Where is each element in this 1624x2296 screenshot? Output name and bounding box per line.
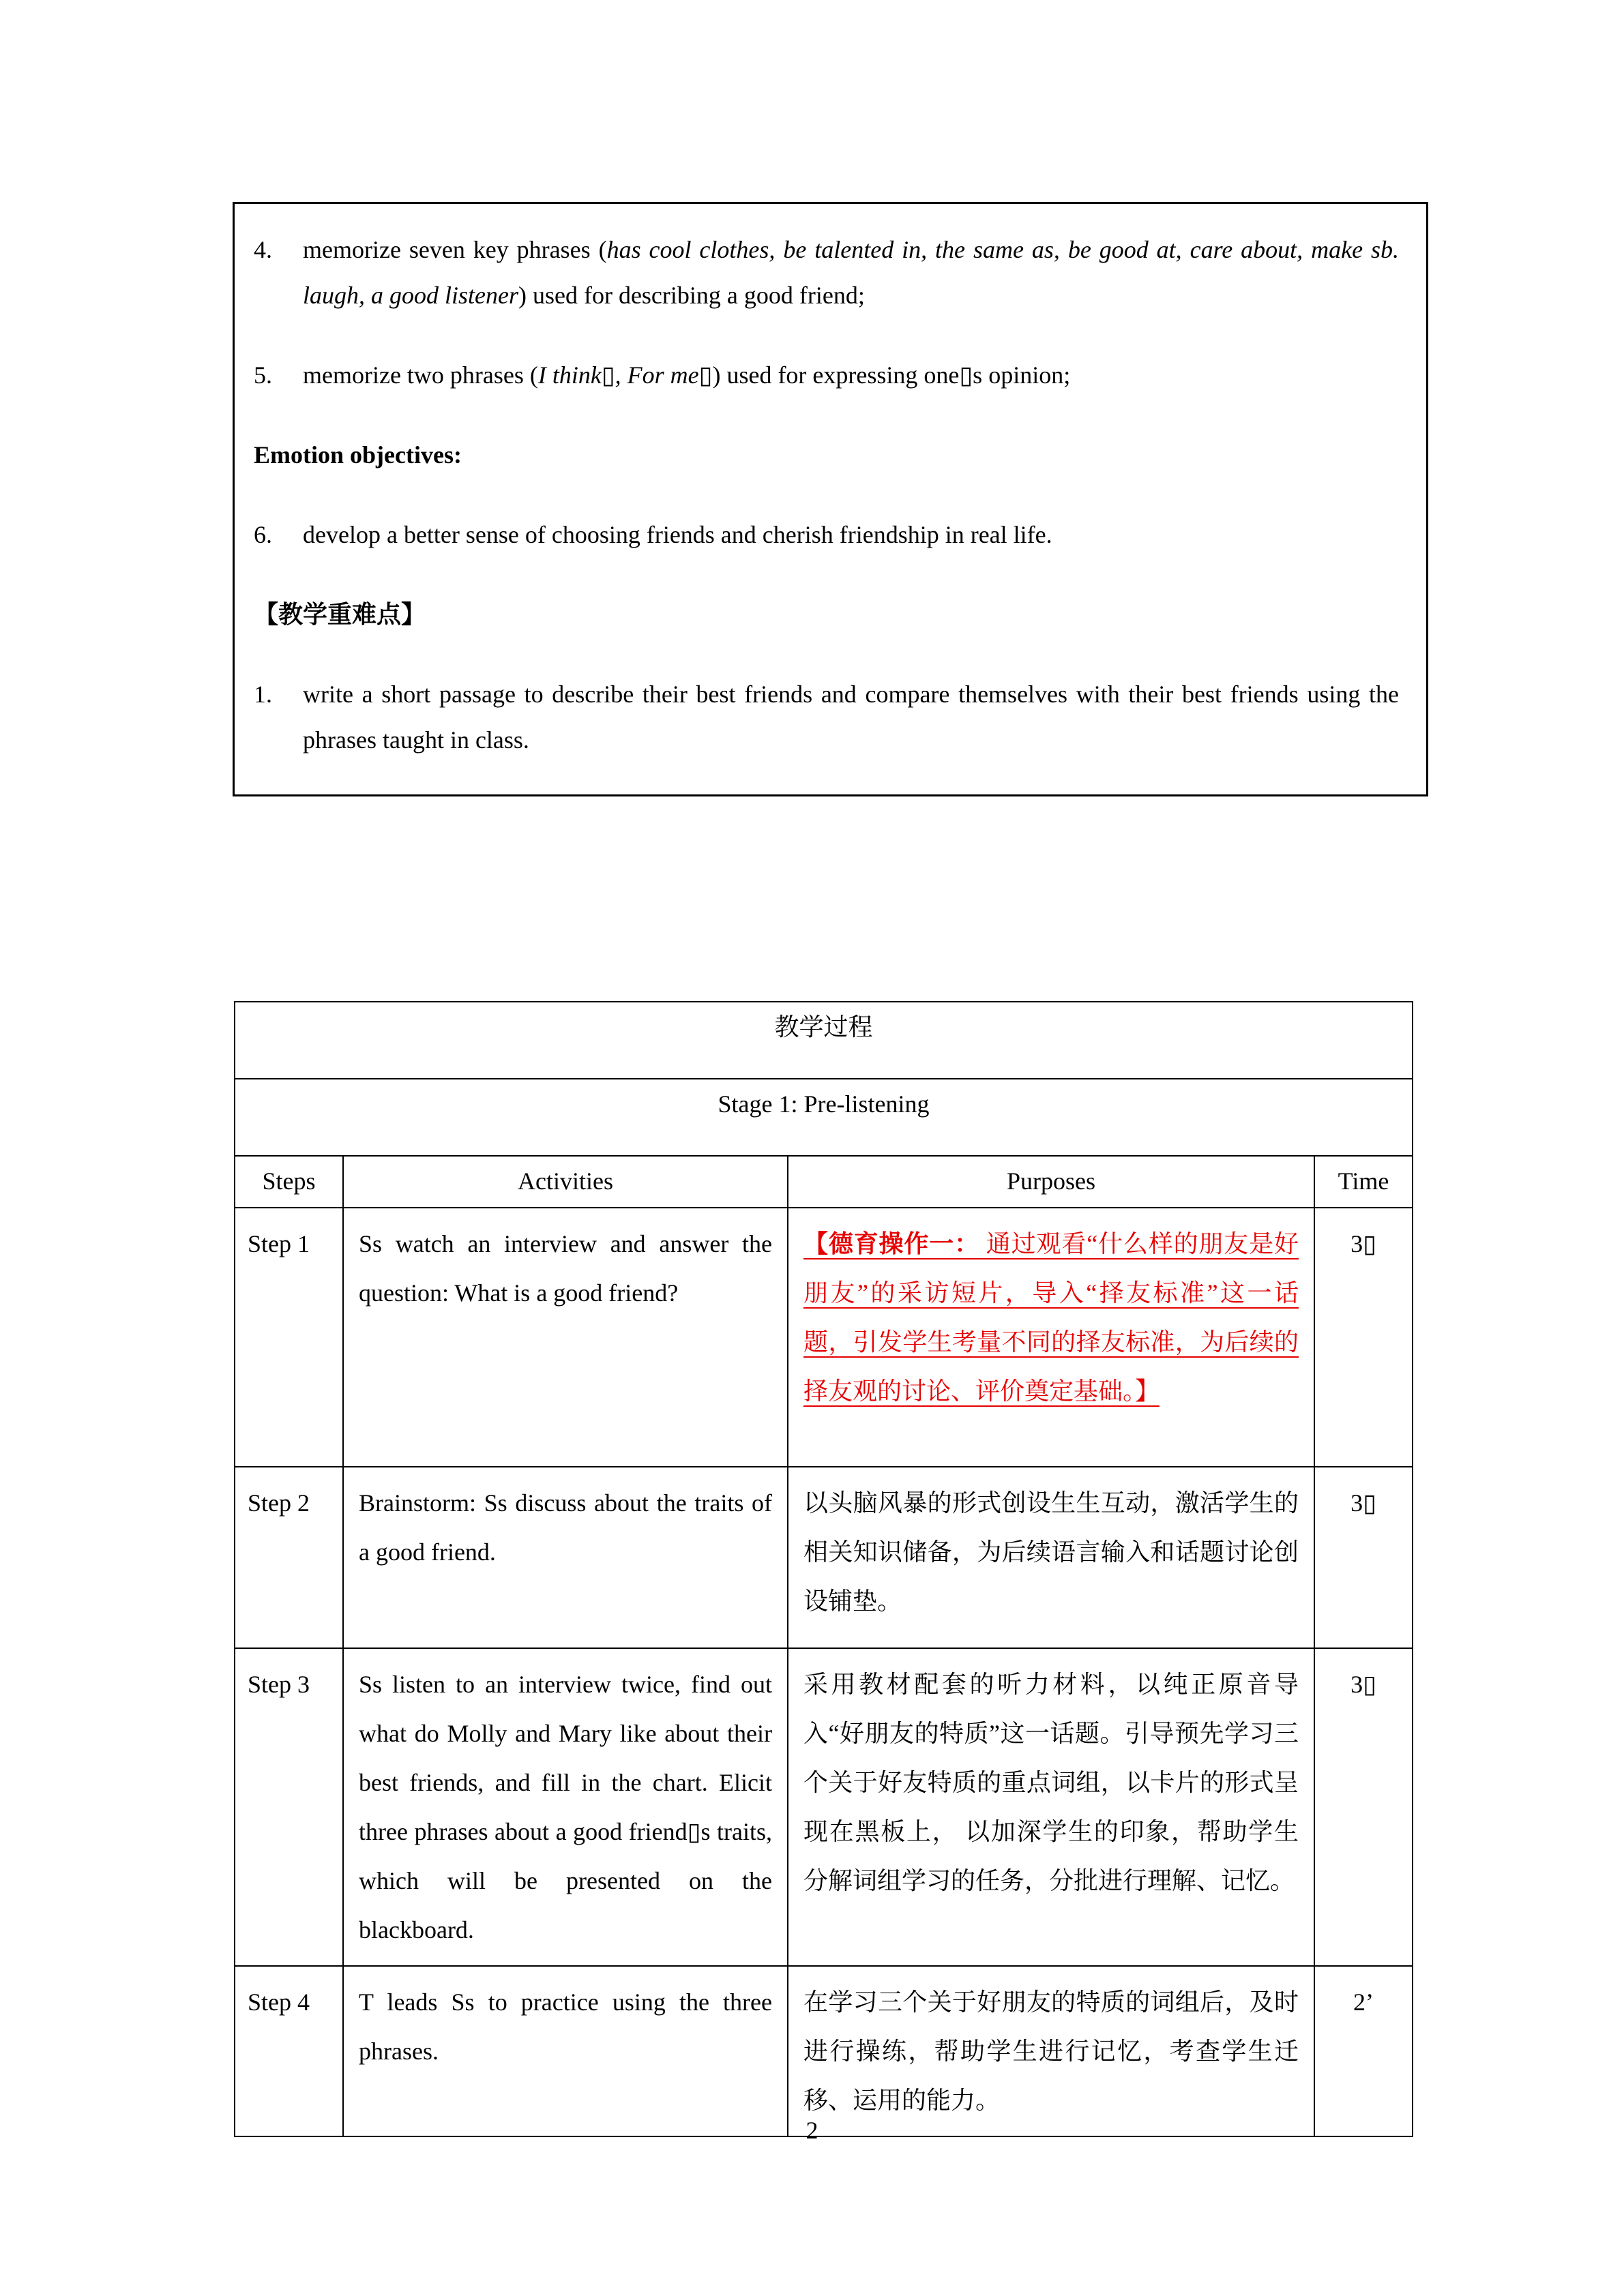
objective-item-5 bbox=[254, 353, 1399, 398]
column-header-purposes: Purposes bbox=[788, 1156, 1314, 1208]
purpose-text: 在学习三个关于好朋友的特质的词组后，及时进行操练，帮助学生进行记忆，考查学生迁移、运用的能力。 bbox=[788, 1966, 1314, 2136]
table-row-step-1 bbox=[235, 1208, 1413, 1467]
moral-note-lead: 【德育操作一： bbox=[803, 1230, 979, 1257]
emotion-objectives-heading: Emotion objectives: bbox=[254, 441, 462, 468]
key-points-heading: 【教学重难点】 bbox=[254, 601, 426, 628]
activity-text: Brainstorm: Ss discuss about the traits of a good friend. bbox=[343, 1467, 788, 1648]
step-label: Step 2 bbox=[235, 1467, 343, 1648]
objective-text: write a short passage to describe their best friends and compare themselves with their best friends using the phrases taught in class. bbox=[303, 681, 1399, 754]
time-value: 3▯ bbox=[1314, 1467, 1413, 1648]
purpose-text bbox=[788, 1208, 1314, 1467]
activity-text: Ss watch an interview and answer the question: What is a good friend? bbox=[343, 1208, 788, 1467]
table-title-row bbox=[235, 1002, 1413, 1079]
step-label: Step 1 bbox=[235, 1208, 343, 1467]
objective-text: develop a better sense of choosing friends and cherish friendship in real life. bbox=[303, 521, 1052, 548]
item-number: 4. bbox=[254, 236, 272, 263]
table-row-step-2 bbox=[235, 1467, 1413, 1648]
objective-item-1 bbox=[254, 672, 1399, 763]
table-row-step-3 bbox=[235, 1648, 1413, 1966]
objective-text bbox=[303, 353, 1399, 398]
objective-text bbox=[303, 227, 1399, 318]
table-title: 教学过程 bbox=[235, 1002, 1413, 1079]
column-header-steps: Steps bbox=[235, 1156, 343, 1208]
text-run: ) used for expressing one▯s opinion; bbox=[712, 361, 1071, 389]
moral-note-body: 通过观看“什么样的朋友是好朋友”的采访短片，导入“择友标准”这一话题，引发学生考量不同的择友标准，为后续的择友观的讨论、评价奠定基础。】 bbox=[803, 1230, 1299, 1405]
column-header-time: Time bbox=[1314, 1156, 1413, 1208]
moral-education-note bbox=[803, 1230, 1299, 1405]
italic-run: has cool clothes, be talented in, the same as, be good at, care about, make sb. laugh, a good listener bbox=[303, 236, 1399, 309]
time-value: 3▯ bbox=[1314, 1648, 1413, 1966]
table-row-step-4 bbox=[235, 1966, 1413, 2136]
time-value: 3▯ bbox=[1314, 1208, 1413, 1467]
objective-item-4 bbox=[254, 227, 1399, 318]
activity-text: Ss listen to an interview twice, find out what do Molly and Mary like about their best friends, and fill in the chart. Elicit three phrases about a good friend▯s traits, which will be presented on the blackboard. bbox=[343, 1648, 788, 1966]
page-number: 2 bbox=[806, 2117, 818, 2144]
teaching-process-table bbox=[234, 1001, 1413, 2137]
italic-run: I think▯, For me▯ bbox=[537, 361, 713, 389]
item-number: 1. bbox=[254, 681, 272, 708]
purpose-text: 以头脑风暴的形式创设生生互动，激活学生的相关知识储备，为后续语言输入和话题讨论创设铺垫。 bbox=[788, 1467, 1314, 1648]
text-run: memorize two phrases ( bbox=[303, 361, 538, 389]
purpose-text: 采用教材配套的听力材料，以纯正原音导入“好朋友的特质”这一话题。引导预先学习三个关于好友特质的重点词组，以卡片的形式呈现在黑板上， 以加深学生的印象，帮助学生分解词组学习的任务，分批进行理解、记忆。 bbox=[788, 1648, 1314, 1966]
text-run: memorize seven key phrases ( bbox=[303, 236, 607, 263]
text-run: ) used for describing a good friend; bbox=[518, 282, 865, 309]
time-value: 2’ bbox=[1314, 1966, 1413, 2136]
objectives-box bbox=[233, 202, 1428, 796]
stage-row bbox=[235, 1079, 1413, 1156]
step-label: Step 4 bbox=[235, 1966, 343, 2136]
stage-heading: Stage 1: Pre-listening bbox=[235, 1079, 1413, 1156]
item-number: 5. bbox=[254, 361, 272, 389]
column-header-row bbox=[235, 1156, 1413, 1208]
item-number: 6. bbox=[254, 521, 272, 548]
activity-text: T leads Ss to practice using the three phrases. bbox=[343, 1966, 788, 2136]
step-label: Step 3 bbox=[235, 1648, 343, 1966]
objective-item-6 bbox=[254, 512, 1399, 558]
column-header-activities: Activities bbox=[343, 1156, 788, 1208]
